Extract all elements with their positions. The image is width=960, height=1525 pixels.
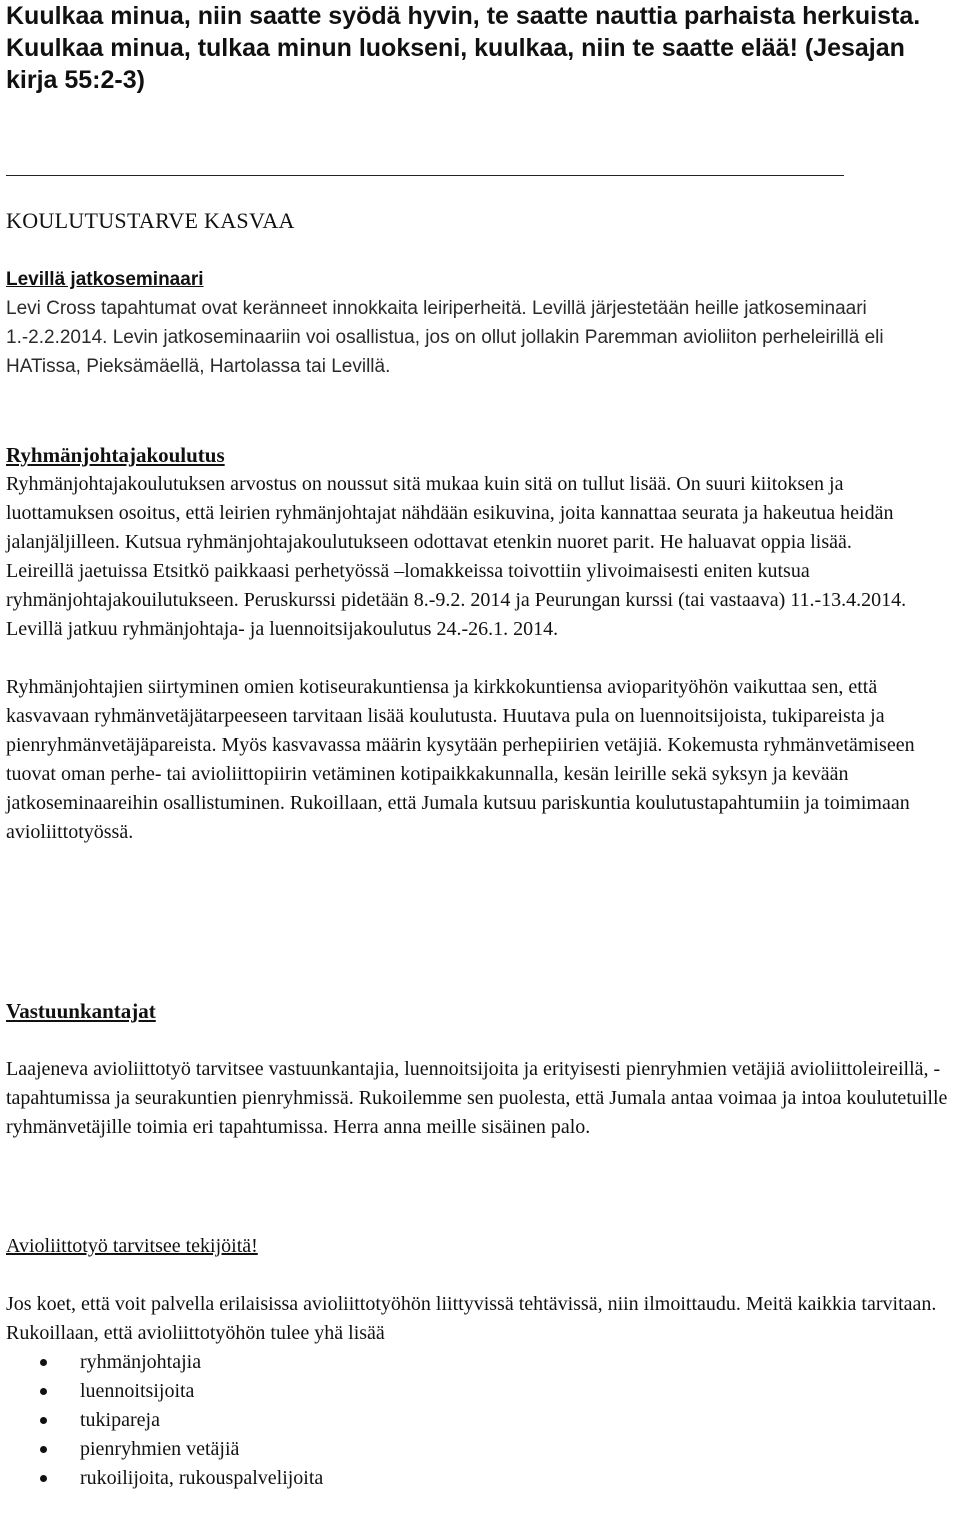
divider-line xyxy=(6,175,844,176)
tekijat-heading: Avioliittotyö tarvitsee tekijöitä! xyxy=(6,1235,258,1257)
list-item xyxy=(6,1464,954,1493)
vastuu-heading: Vastuunkantajat xyxy=(6,999,156,1023)
list-item xyxy=(6,1377,954,1406)
list-item-label: ryhmänjohtajia xyxy=(80,1351,202,1373)
list-item xyxy=(6,1406,954,1435)
bullet-icon xyxy=(40,1359,47,1366)
section-levi xyxy=(6,265,954,381)
levi-heading: Levillä jatkoseminaari xyxy=(6,269,204,290)
intro-quote: Kuulkaa minua, niin saatte syödä hyvin, te saatte nauttia parhaista herkuista. Kuulkaa minua, tulkaa minun luokseni, kuulkaa, niin te saatte elää! (Jesajan kirja 55:2-3) xyxy=(6,2,921,94)
list-item xyxy=(6,1348,954,1377)
list-item-label: pienryhmien vetäjiä xyxy=(80,1438,240,1460)
bullet-icon xyxy=(40,1446,47,1453)
rj-paragraph-1: Ryhmänjohtajakoulutuksen arvostus on noussut sitä mukaa kuin sitä on tullut lisää. On suuri kiitoksen ja luottamuksen osoitus, että leirien ryhmänjohtajat nähdään esikuvina, joita kannattaa seurata ja hakeutua heidän jalanjäljilleen. Kutsua ryhmänjohtajakoulutukseen odottavat etenkin nuoret parit. He haluavat oppia lisää. xyxy=(6,473,894,553)
list-item-label: luennoitsijoita xyxy=(80,1380,195,1402)
section-vastuunkantajat xyxy=(6,997,954,1142)
rj-paragraph-3: Ryhmänjohtajien siirtyminen omien kotiseurakuntiensa ja kirkkokuntiensa avioparityöhön vaikuttaa sen, että kasvavaan ryhmänvetäjätarpeeseen tarvitaan lisää koulutusta. Huutava pula on luennoitsijoista, tukipareista ja pienryhmänvetäjäpareista. Myös kasvavassa määrin kysytään perhepiirien vetäjiä. Kokemusta ryhmänvetämiseen tuovat oman perhe- tai avioliittopiirin vetäminen kotipaikkakunnalla, kesän leirille sekä syksyn ja kevään jatkoseminaareihin osallistuminen. Rukoillaan, että Jumala kutsuu pariskuntia koulutustapahtumiin ja toimimaan avioliittotyössä. xyxy=(6,676,915,843)
list-item xyxy=(6,1435,954,1464)
tekijat-list xyxy=(6,1348,954,1493)
levi-body: Levi Cross tapahtumat ovat keränneet innokkaita leiriperheitä. Levillä järjestetään heille jatkoseminaari 1.-2.2.2014. Levin jatkoseminaariin voi osallistua, jos on ollut jollakin Paremman avioliiton perheleirillä eli HATissa, Pieksämäellä, Hartolassa tai Levillä. xyxy=(6,298,884,377)
section-ryhmanjohtajakoulutus xyxy=(6,441,954,847)
bullet-icon xyxy=(40,1388,47,1395)
rj-heading: Ryhmänjohtajakoulutus xyxy=(6,443,225,467)
tekijat-paragraph-2: Rukoillaan, että avioliittotyöhön tulee yhä lisää xyxy=(6,1322,385,1344)
list-item-label: tukipareja xyxy=(80,1409,160,1431)
bullet-icon xyxy=(40,1417,47,1424)
list-item-label: rukoilijoita, rukouspalvelijoita xyxy=(80,1467,324,1489)
section-tekijat xyxy=(6,1232,954,1493)
rj-paragraph-2: Leireillä jaetuissa Etsitkö paikkaasi perhetyössä –lomakkeissa toivottiin ylivoimaisesti eniten kutsua ryhmänjohtajakouilutukseen. Peruskurssi pidetään 8.-9.2. 2014 ja Peurungan kurssi (tai vastaava) 11.-13.4.2014. Levillä jatkuu ryhmänjohtaja- ja luennoitsijakoulutus 24.-26.1. 2014. xyxy=(6,560,907,640)
vastuu-body: Laajeneva avioliittotyö tarvitsee vastuunkantajia, luennoitsijoita ja erityisesti pienryhmien vetäjiä avioliittoleireillä, -tapahtumissa ja seurakuntien pienryhmissä. Rukoilemme sen puolesta, että Jumala antaa voimaa ja intoa koulutetuille ryhmänvetäjille toimia eri tapahtumissa. Herra anna meille sisäinen palo. xyxy=(6,1058,948,1138)
bullet-icon xyxy=(40,1475,47,1482)
main-title: KOULUTUSTARVE KASVAA xyxy=(6,208,295,233)
tekijat-paragraph-1: Jos koet, että voit palvella erilaisissa avioliittotyöhön liittyvissä tehtävissä, niin ilmoittaudu. Meitä kaikkia tarvitaan. xyxy=(6,1293,937,1315)
